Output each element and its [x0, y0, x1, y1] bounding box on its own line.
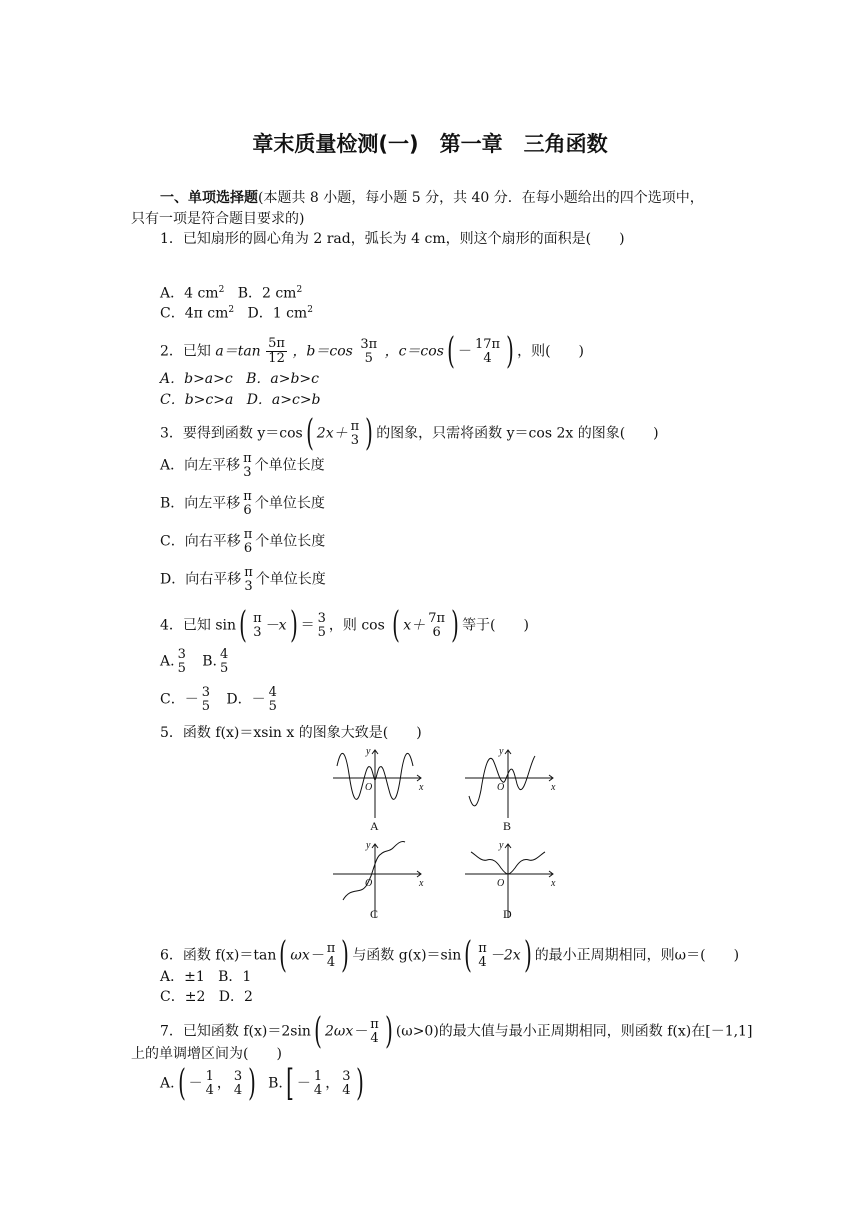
q4-stem: 4．已知 sin( π 3 －x) ＝ 3 5 ，则 cos ( x＋ 7π 6 ) 等于( ) [160, 605, 529, 646]
q5-graphs [325, 740, 565, 920]
q1-options-row2: C．4π $cm^2$ D．1 $cm^2$ [160, 305, 313, 322]
svg-text:x: x [419, 878, 424, 889]
q4-paren-2: ( x＋ 7π 6 ) [392, 605, 459, 646]
section-desc-line1: (本题共 8 小题，每小题 5 分，共 40 分．在每小题给出的四个选项中， [258, 190, 704, 206]
q1-options-row1: A．4 $cm^2$ B．2 $cm^2$ [160, 285, 303, 302]
q2-frac-1: $\frac{5\pi}{12}$ [268, 336, 285, 367]
q1-stem: 1．已知扇形的圆心角为 2 rad，弧长为 4 cm，则这个扇形的面积是( ) [160, 231, 625, 247]
svg-text:O: O [497, 782, 505, 793]
svg-text:y: y [366, 840, 371, 851]
q2-frac-2: 3π 5 [360, 336, 378, 366]
section-heading: 一、单项选择题 [160, 190, 258, 206]
svg-text:x: x [551, 782, 556, 793]
q3-stem: 3．要得到函数 y＝cos( 2x＋ π 3 ) 的图象，只需将函数 y＝cos 2x 的图象( ) [160, 413, 659, 454]
q6-option-a: A．±1 [160, 969, 205, 985]
section-desc-line2: 只有一项是符合题目要求的) [131, 211, 305, 227]
q6-options-row2 [160, 990, 253, 1004]
q1-option-a: A．4 cm [160, 285, 219, 302]
q6-paren-2: ( π 4 －2x) [464, 935, 532, 976]
q4-options-row1: A. 3 5 B. 4 5 [160, 647, 229, 676]
q2-stem: 2．已知 a＝tan $\frac{5\pi}{12}$ ，b＝cos 3π 5 ，c＝cos( － 17π 4 ) ，则( ) [160, 331, 585, 372]
q2-options-row2 [160, 393, 321, 407]
q2-paren: ( － 17π 4 ) [447, 331, 514, 372]
q3-option-c: C．向右平移 π 6 个单位长度 [160, 527, 326, 556]
q2-option-c: C．b>c>a [160, 392, 234, 408]
q3-paren: ( 2x＋ π 3 ) [305, 413, 374, 454]
origin-label: O [365, 782, 373, 793]
q3-option-d: D．向右平移 π 3 个单位长度 [160, 565, 326, 594]
axis-y-label: y [366, 746, 371, 757]
q6-stem: 6．函数 f(x)＝tan( ωx－ π 4 ) 与函数 g(x)＝sin( π 4 －2x) 的最小正周期相同，则ω＝( ) [160, 935, 740, 976]
axis-x-label: x [419, 782, 424, 793]
svg-text:y: y [499, 840, 504, 851]
q1-option-b: B．2 cm [237, 285, 297, 302]
svg-text:O: O [497, 878, 505, 889]
q7-options: A.( － 1 4 ， 3 4 ) B.[ － 1 4 ， 3 4 ) [160, 1062, 368, 1105]
q7-paren: ( 2ωx－ π 4 ) [314, 1011, 393, 1052]
q2-options-row1 [160, 372, 319, 386]
graph-label-c: C [370, 907, 379, 920]
section-header [160, 191, 704, 205]
svg-text:y: y [499, 746, 504, 757]
q6-option-c: C．±2 [160, 989, 206, 1005]
q1-option-c: C．4π cm [160, 305, 229, 322]
q3-option-b: B．向左平移 π 6 个单位长度 [160, 489, 325, 518]
q2-option-b: B．a>b>c [246, 371, 319, 387]
q3-option-a: A．向左平移 π 3 个单位长度 [160, 451, 325, 480]
q2-option-d: D．a>c>b [246, 392, 321, 408]
page-title: 章末质量检测(一) 第一章 三角函数 [252, 132, 608, 156]
q6-options-row1 [160, 970, 251, 984]
q6-option-b: B．1 [218, 969, 252, 985]
svg-text:x: x [551, 878, 556, 889]
graph-label-d: D [503, 907, 512, 920]
q7-stem: 7．已知函数 f(x)＝2sin( 2ωx－ π 4 ) (ω>0)的最大值与最小正周期相同，则函数 f(x)在[－1,1] [160, 1011, 753, 1052]
q2-option-a: A．b>a>c [160, 371, 233, 387]
q7-option-b: [ － 1 4 ， 3 4 ) [286, 1063, 365, 1104]
q5-stem: 5．函数 f(x)＝xsin x 的图象大致是( ) [160, 725, 422, 741]
q4-paren-1: ( π 3 －x) [239, 605, 298, 646]
q1-option-d: D．1 cm [247, 305, 308, 322]
q4-options-row2: C．－ 3 5 D．－ 4 5 [160, 685, 277, 714]
q7-line2: 上的单调增区间为( ) [131, 1046, 282, 1062]
graph-label-b: B [503, 819, 512, 833]
svg-text:O: O [365, 878, 373, 889]
graph-label-a: A [370, 819, 379, 833]
q6-option-d: D．2 [218, 989, 253, 1005]
q6-paren-1: ( ωx－ π 4 ) [279, 935, 350, 976]
q7-option-a: ( － 1 4 ， 3 4 ) [177, 1063, 257, 1104]
